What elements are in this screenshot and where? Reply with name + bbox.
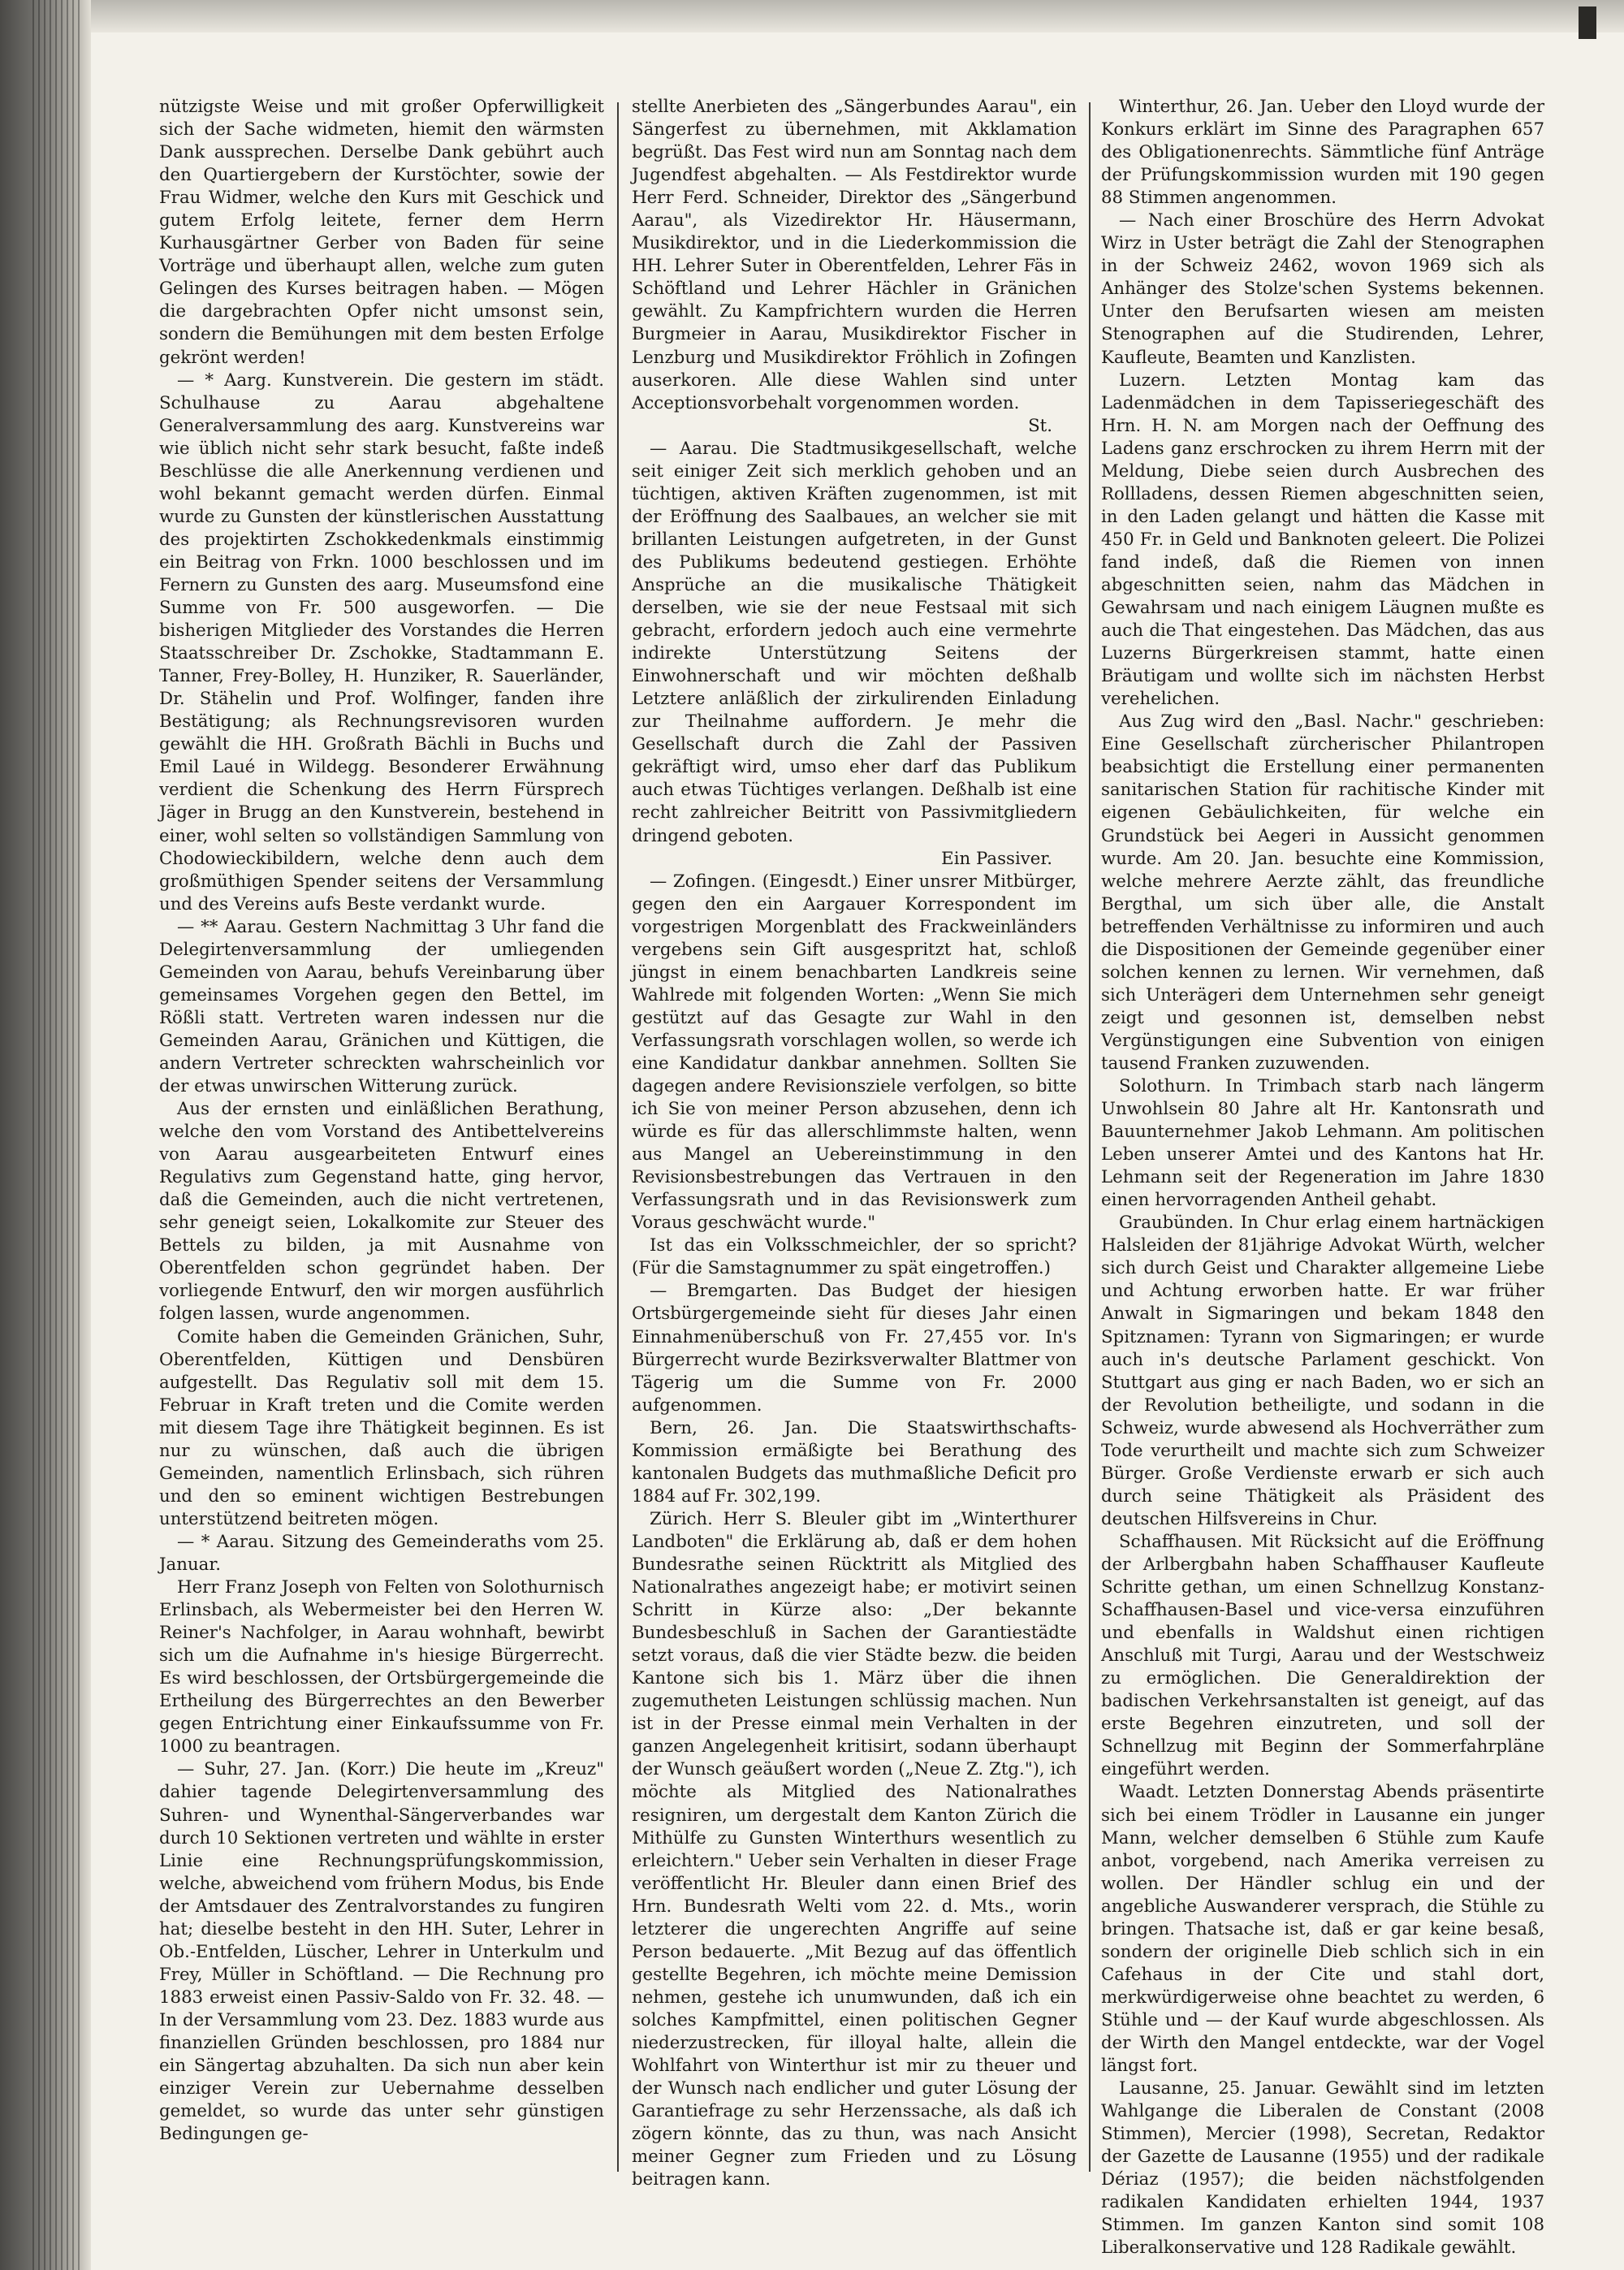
article-stadtmusik: — Aarau. Die Stadtmusikgesellschaft, welche seit einiger Zeit sich merklich gehoben und an tüchtigen, aktiven Kräften zugenommen, ist mit der Eröffnung des Saalbaues, an welcher sie mit brillanten Leistungen aufgetreten, in der Gunst des Publikums bedeutend gestiegen. Erhöhte Ansprüche an die musikalische Thätigkeit derselben, wie sie der neue Festsaal mit sich gebracht, erfordern jedoch auch eine vermehrte indirekte Unterstützung Seitens der Einwohnerschaft und wir möchten deßhalb Letztere anläßlich der zirkulirenden Einladung zur Theilnahme auffordern. Je mehr die Gesellschaft durch die Zahl der Passiven gekräftigt wird, umso eher darf das Publikum auch etwas Tüchtiges verlangen. Deßhalb ist eine recht zahlreicher Beitritt von Passivmitgliedern dringend geboten. xyxy=(632,438,1077,846)
article-bremgarten: — Bremgarten. Das Budget der hiesigen Ortsbürgergemeinde sieht für dieses Jahr einen Einnahmenüberschuß von Fr. 27,455 vor. In's Bürgerrecht wurde Bezirksverwalter Blattmer von Tägerig um die Summe von Fr. 2000 aufgenommen. xyxy=(632,1281,1077,1416)
article-paragraph: Herr Franz Joseph von Felten von Solothurnisch Erlinsbach, als Webermeister bei den Herren W. Reiner's Nachfolger, in Aarau wohnhaft, bewirbt sich um die Aufnahme in's hiesige Bürgerrecht. Es wird beschlossen, der Ortsbürgergemeinde die Ertheilung des Bürgerrechtes an den Bewerber gegen Entrichtung einer Einkaufssumme von Fr. 1000 zu beantragen. xyxy=(159,1577,604,1758)
article-gemeinderath-heading: — * Aarau. Sitzung des Gemeinderaths vom 25. Januar. xyxy=(159,1531,604,1575)
article-paragraph: stellte Anerbieten des „Sängerbundes Aarau", ein Sängerfest zu übernehmen, mit Akklamation begrüßt. Das Fest wird nun am Sonntag nach dem Jugendfest abgehalten. — Als Festdirektor wurde Herr Ferd. Schneider, Direktor des „Sängerbund Aarau", als Vizedirektor Hr. Häusermann, Musikdirektor, und in die Liederkommission die HH. Lehrer Suter in Oberentfelden, Lehrer Fäs in Schöftland und Lehrer Hächler in Gränichen gewählt. Zu Kampfrichtern wurden die Herren Burgmeier in Aarau, Musikdirektor Fischer in Lenzburg und Musikdirektor Fröhlich in Zofingen auserkoren. Alle diese Wahlen sind unter Acceptionsvorbehalt vorgenommen worden. xyxy=(632,97,1077,413)
text-column-1 xyxy=(159,96,604,2175)
article-graubuenden: Graubünden. In Chur erlag einem hartnäckigen Halsleiden der 81jährige Advokat Würth, welcher sich durch Geist und Charakter allgemeine Liebe und Achtung erworben hatte. Er war früher Anwalt in Sigmaringen und bekam 1848 den Spitznamen: Tyrann von Sigmaringen; er wurde auch in's deutsche Parlament geschickt. Von Stuttgart aus ging er nach Baden, wo er sich an der Revolution betheiligte, und sodann in die Schweiz, wurde abwesend als Hochverräther zum Tode verurtheilt und machte sich zum Schweizer Bürger. Große Verdienste erwarb er sich auch durch seine Thätigkeit als Präsident des deutschen Hilfsvereins in Chur. xyxy=(1101,1213,1544,1529)
article-winterthur: Winterthur, 26. Jan. Ueber den Lloyd wurde der Konkurs erklärt im Sinne des Paragraphen 657 des Obligationenrechts. Sämmtliche fünf Anträge der Prüfungskommission wurden mit 190 gegen 88 Stimmen angenommen. xyxy=(1101,97,1544,209)
article-signature: Ein Passiver. xyxy=(941,848,1052,869)
article-schaffhausen: Schaffhausen. Mit Rücksicht auf die Eröffnung der Arlbergbahn haben Schaffhauser Kaufleute Schritte gethan, um einen Schnellzug Konstanz-Schaffhausen-Basel und vice-versa einzuführen und ebenfalls in Waldshut einen richtigen Anschluß mit Turgi, Aarau und der Westschweiz zu ermöglichen. Die Generaldirektion der badischen Verkehrsanstalten ist geneigt, auf das erste Begehren einzutreten, und soll der Schnellzug mit Beginn der Sommerfahrpläne eingeführt werden. xyxy=(1101,1531,1544,1780)
book-spine xyxy=(0,0,91,2270)
text-column-2 xyxy=(632,96,1077,2190)
text-column-3 xyxy=(1101,96,1544,2259)
article-stenographen: — Nach einer Broschüre des Herrn Advokat Wirz in Uster beträgt die Zahl der Stenographen in der Schweiz 2462, wovon 1969 sich als Anhänger des Stolze'schen Systems bekennen. Unter den Berufsarten wiesen am meisten Stenographen auf die Studirenden, Lehrer, Kaufleute, Beamten und Kanzlisten. xyxy=(1101,210,1544,368)
column-rule xyxy=(1089,102,1091,2172)
article-waadt: Waadt. Letzten Donnerstag Abends präsentirte sich bei einem Trödler in Lausanne ein junger Mann, welcher demselben 6 Stühle zum Kaufe anbot, vorgebend, nach Amerika verreisen zu wollen. Der Händler schlug ein und der angebliche Auswanderer versprach, die Stühle zu bringen. Thatsache ist, daß er gar keine besaß, sondern der originelle Dieb schlich sich in ein Cafehaus in der Cite und stahl dort, merkwürdigerweise ohne beachtet zu werden, 6 Stühle und — der Kauf wurde abgeschlossen. Als der Wirth den Mangel entdeckte, war der Vogel längst fort. xyxy=(1101,1782,1544,2077)
newspaper-page xyxy=(159,96,1544,2259)
article-zug: Aus Zug wird den „Basl. Nachr." geschrieben: Eine Gesellschaft zürcherischer Philantropen beabsichtigt die Erstellung einer permanenten sanitarischen Station für rachitische Kinder mit eigenen Gebäulichkeiten, für welche ein Grundstück bei Aegeri in Aussicht genommen wurde. Am 20. Jan. besuchte eine Kommission, welche mehrere Aerzte zählt, das freundliche Bergthal, um sich über alle, die Anstalt betreffenden Verhältnisse zu informiren und auch die Dispositionen der Gemeinde gegenüber einer solchen kennen zu lernen. Wir vernehmen, daß sich Unterägeri dem Unternehmen sehr geneigt zeigt und gesonnen ist, demselben nebst Vergünstigungen eine Subvention von einigen tausend Franken zuzuwenden. xyxy=(1101,711,1544,1074)
article-kunstverein: — * Aarg. Kunstverein. Die gestern im städt. Schulhause zu Aarau abgehaltene Generalversammlung des aarg. Kunstvereins war wie üblich nicht sehr stark besucht, faßte indeß Beschlüsse die alle Anerkennung verdienen und wohl bekannt gemacht werden dürfen. Einmal wurde zu Gunsten der künstlerischen Ausstattung des projektirten Zschokkedenkmals einstimmig ein Beitrag von Frkn. 1000 beschlossen und im Fernern zu Gunsten des aarg. Museumsfond eine Summe von Fr. 500 ausgeworfen. — Die bisherigen Mitglieder des Vorstandes die Herren Staatsschreiber Dr. Zschokke, Stadtammann E. Tanner, Frey-Bolley, H. Hunziker, R. Sauerländer, Dr. Stähelin und Prof. Wolfinger, fanden ihre Bestätigung; als Rechnungsrevisoren wurden gewählt die HH. Großrath Bächli in Buchs und Emil Laué in Wildegg. Besonderer Erwähnung verdient die Schenkung des Herrn Fürsprech Jäger in Brugg an den Kunstverein, bestehend in einer, wohl selten so vollständigen Sammlung von Chodowieckibildern, welche denn auch dem großmüthigen Spender seitens der Versammlung und des Vereins aufs Beste verdankt wurde. xyxy=(159,370,604,914)
article-zofingen: — Zofingen. (Eingesdt.) Einer unsrer Mitbürger, gegen den ein Aargauer Korrespondent im vorgestrigen Morgenblatt des Frackweinländers vergebens sein Gift ausgespritzt hat, schloß jüngst in einem benachbarten Landkreis seine Wahlrede mit folgenden Worten: „Wenn Sie mich gestützt auf das Gesagte zur Wahl in den Verfassungsrath vorschlagen wollen, so werde ich eine Kandidatur dankbar annehmen. Sollten Sie dagegen andere Revisionsziele verfolgen, so bitte ich Sie von meiner Person abzusehen, denn ich würde es für das allerschlimmste halten, wenn aus Mangel an Uebereinstimmung in den Revisionsbestrebungen das Vertrauen in den Verfassungsrath und in das Revisionswerk zum Voraus geschwächt wurde." xyxy=(632,871,1077,1234)
page-corner-mark xyxy=(1579,6,1596,39)
article-paragraph: nützigste Weise und mit großer Opferwilligkeit sich der Sache widmeten, hiemit den wärmsten Dank aussprechen. Derselbe Dank gebührt auch den Quartiergebern der Kurstöchter, sowie der Frau Widmer, welche den Kurs mit Geschick und gutem Erfolg leitete, ferner dem Herrn Kurhausgärtner Gerber von Baden für seine Vorträge und überhaupt allen, welche zum guten Gelingen des Kurses beitragen haben. — Mögen die dargebrachten Opfer nicht umsonst sein, sondern die Bemühungen mit dem besten Erfolge gekrönt werden! xyxy=(159,97,604,368)
article-bern: Bern, 26. Jan. Die Staatswirthschafts-Kommission ermäßigte bei Berathung des kantonalen Budgets das muthmaßliche Deficit pro 1884 auf Fr. 302,199. xyxy=(632,1417,1077,1507)
article-paragraph: Ist das ein Volksschmeichler, der so spricht? (Für die Samstagnummer zu spät eingetroffen.) xyxy=(632,1235,1077,1279)
spine-edge-lines xyxy=(32,0,81,2270)
article-zuerich: Zürich. Herr S. Bleuler gibt im „Winterthurer Landboten" die Erklärung ab, daß er dem hohen Bundesrathe seinen Rücktritt als Mitglied des Nationalrathes angezeigt habe; er motivirt seinen Schritt in Kürze also: „Der bekannte Bundesbeschluß in Sachen der Garantiestädte setzt voraus, daß die vier Städte bezw. die beiden Kantone sich bis 1. März über die ihnen zugemutheten Leistungen schlüssig machen. Nun ist in der Presse einmal mein Verhalten in der ganzen Angelegenheit kritisirt, sodann überhaupt der Wunsch geäußert worden („Neue Z. Ztg."), ich möchte als Mitglied des Nationalrathes resigniren, um dergestalt dem Kanton Zürich die Mithülfe zu Gunsten Winterthurs wesentlich zu erleichtern." Ueber sein Verhalten in dieser Frage veröffentlicht Hr. Bleuler dann einen Brief des Hrn. Bundesrath Welti vom 22. d. Mts., worin letzterer die ungerechten Angriffe auf seine Person bedauerte. „Mit Bezug auf das öffentlich gestellte Begehren, ich möchte meine Demission nehmen, gestehe ich unumwunden, daß ich ein solches Kampfmittel, einen politischen Gegner niederzustrecken, für illoyal halte, allein die Wohlfahrt von Winterthur ist mir zu theuer und der Wunsch nach endlicher und guter Lösung der Garantiefrage zu sehr Herzenssache, als daß ich zögern könnte, das zu thun, was nach Ansicht meiner Gegner zum Frieden und zu Lösung beitragen kann. xyxy=(632,1508,1077,2190)
column-rule xyxy=(617,102,619,2172)
article-paragraph: Comite haben die Gemeinden Gränichen, Suhr, Oberentfelden, Küttigen und Densbüren aufgestellt. Das Regulativ soll mit dem 15. Februar in Kraft treten und die Comite werden mit diesem Tage ihre Thätigkeit beginnen. Es ist nur zu wünschen, daß auch die übrigen Gemeinden, namentlich Erlinsbach, sich rühren und den so eminent wichtigen Bestrebungen unterstützend beitreten mögen. xyxy=(159,1326,604,1529)
article-solothurn: Solothurn. In Trimbach starb nach längerm Unwohlsein 80 Jahre alt Hr. Kantonsrath und Bauunternehmer Jakob Lehmann. Am politischen Leben unserer Amtei und des Kantons hat Hr. Lehmann seit der Regeneration im Jahre 1830 einen hervorragenden Antheil gehabt. xyxy=(1101,1076,1544,1211)
article-luzern: Luzern. Letzten Montag kam das Ladenmädchen in dem Tapisseriegeschäft des Hrn. H. N. am Morgen nach der Oeffnung des Ladens ganz erschrocken zu ihrem Herrn mit der Meldung, Diebe seien durch Ausbrechen des Rollladens, dessen Riemen abgeschnitten seien, in den Laden gelangt und hätten die Kasse mit 450 Fr. in Geld und Banknoten geleert. Die Polizei fand indeß, daß die Riemen von innen abgeschnitten seien, nahm das Mädchen in Gewahrsam und nach einigem Läugnen mußte es auch die That eingestehen. Das Mädchen, das aus Luzerns Bürgerkreisen stammt, hatte einen Bräutigam und wollte sich im nächsten Herbst verehelichen. xyxy=(1101,370,1544,710)
article-signature: St. xyxy=(1028,415,1052,436)
article-suhr: — Suhr, 27. Jan. (Korr.) Die heute im „Kreuz" dahier tagende Delegirtenversammlung des Suhren- und Wynenthal-Sängerverbandes war durch 10 Sektionen vertreten und wählte in erster Linie eine Rechnungsprüfungskommission, welche, abweichend vom frühern Modus, bis Ende der Amtsdauer des Zentralvorstandes zu fungiren hat; dieselbe besteht in den HH. Suter, Lehrer in Ob.-Entfelden, Lüscher, Lehrer in Unterkulm und Frey, Müller in Schöftland. — Die Rechnung pro 1883 erweist einen Passiv-Saldo von Fr. 32. 48. — In der Versammlung vom 23. Dez. 1883 wurde aus finanziellen Gründen beschlossen, pro 1884 nur ein Sängertag abzuhalten. Da sich nun aber kein einziger Verein zur Uebernahme desselben gemeldet, so wurde das unter sehr günstigen Bedingungen ge- xyxy=(159,1759,604,2145)
article-paragraph: Aus der ernsten und einläßlichen Berathung, welche den vom Vorstand des Antibettelvereins von Aarau ausgearbeiteten Entwurf eines Regulativs zum Gegenstand hatte, ging hervor, daß die Gemeinden, auch die nicht vertretenen, sehr geneigt seien, Lokalkomite zur Steuer des Bettels zu bilden, ja mit Ausnahme von Oberentfelden schon gegründet haben. Der vorliegende Entwurf, den wir morgen ausführlich folgen lassen, wurde angenommen. xyxy=(159,1099,604,1325)
article-lausanne: Lausanne, 25. Januar. Gewählt sind im letzten Wahlgange die Liberalen de Constant (2008 Stimmen), Mercier (1998), Secretan, Redaktor der Gazette de Lausanne (1955) und der radikale Dériaz (1957); die beiden nächstfolgenden radikalen Kandidaten erhielten 1944, 1937 Stimmen. Im ganzen Kanton sind somit 108 Liberalkonservative und 128 Radikale gewählt. xyxy=(1101,2078,1544,2259)
page-top-shadow xyxy=(91,0,1624,32)
article-aarau-bettel: — ** Aarau. Gestern Nachmittag 3 Uhr fand die Delegirtenversammlung der umliegenden Gemeinden von Aarau, behufs Vereinbarung über gemeinsames Vorgehen gegen den Bettel, im Rößli statt. Vertreten waren indessen nur die Gemeinden Aarau, Gränichen und Küttigen, die andern Vertreter schreckten wahrscheinlich vor der etwas unwirschen Witterung zurück. xyxy=(159,916,604,1097)
